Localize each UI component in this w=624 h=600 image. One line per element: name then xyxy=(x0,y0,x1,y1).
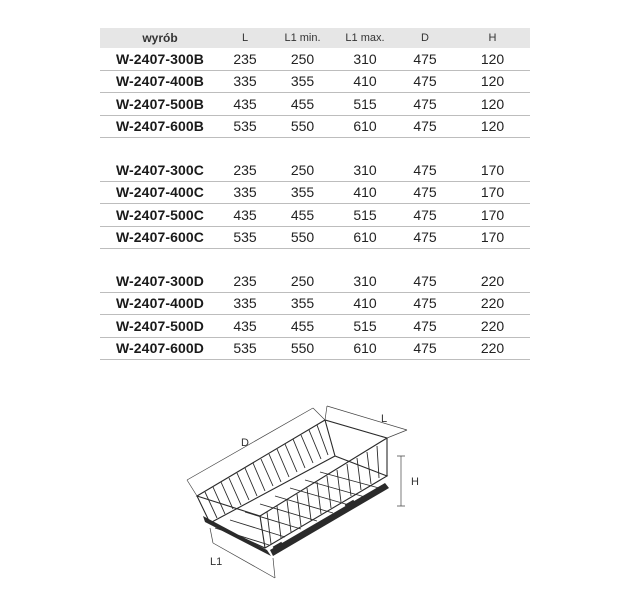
value-l1-min: 550 xyxy=(290,229,315,246)
value-l: 435 xyxy=(233,317,257,334)
dimension-l-label: L xyxy=(381,413,388,425)
value-l1-max: 515 xyxy=(353,317,377,334)
value-d: 475 xyxy=(413,206,437,223)
value-d: 475 xyxy=(413,340,437,357)
table-row xyxy=(100,338,530,361)
value-h: 170 xyxy=(480,184,505,201)
table-row xyxy=(100,315,530,338)
table-row xyxy=(100,270,530,293)
value-h: 220 xyxy=(480,340,505,357)
value-h: 170 xyxy=(480,161,505,178)
table-row xyxy=(100,182,530,205)
value-l1-min: 355 xyxy=(290,295,315,312)
product-code: W-2407-400B xyxy=(116,73,204,90)
product-code: W-2407-600D xyxy=(116,340,204,357)
table-header xyxy=(100,28,530,48)
value-l: 435 xyxy=(233,206,257,223)
value-h: 170 xyxy=(480,229,505,246)
value-l1-min: 355 xyxy=(290,73,315,90)
basket-wires xyxy=(205,425,379,545)
value-l1-min: 250 xyxy=(290,161,315,178)
basket-dimension-drawing xyxy=(175,398,445,583)
dimensions-table xyxy=(100,28,530,360)
value-h: 120 xyxy=(480,50,505,67)
value-l1-max: 310 xyxy=(353,50,377,67)
product-code: W-2407-500D xyxy=(116,317,204,334)
header-d: D xyxy=(421,32,429,44)
value-l1-max: 310 xyxy=(353,161,377,178)
dimension-h-label: H xyxy=(411,476,419,488)
value-l1-max: 610 xyxy=(353,118,377,135)
group-spacer xyxy=(100,249,530,270)
product-code: W-2407-600B xyxy=(116,118,204,135)
value-d: 475 xyxy=(413,161,437,178)
header-l: L xyxy=(241,32,249,44)
value-l1-min: 250 xyxy=(290,50,315,67)
value-h: 120 xyxy=(480,95,505,112)
value-l1-max: 515 xyxy=(353,95,377,112)
value-l1-max: 610 xyxy=(353,340,377,357)
product-code: W-2407-300B xyxy=(116,50,204,67)
value-d: 475 xyxy=(413,229,437,246)
dimension-d-label: D xyxy=(241,437,249,449)
header-l1-max: L1 max. xyxy=(345,32,385,44)
value-l1-min: 550 xyxy=(290,118,315,135)
product-code: W-2407-500B xyxy=(116,95,204,112)
value-l: 535 xyxy=(233,229,257,246)
value-l: 335 xyxy=(233,295,257,312)
value-h: 120 xyxy=(480,118,505,135)
value-l1-min: 455 xyxy=(290,95,315,112)
group-spacer xyxy=(100,138,530,159)
value-l: 335 xyxy=(233,184,257,201)
header-h: H xyxy=(488,32,497,44)
value-h: 120 xyxy=(480,73,505,90)
table-row xyxy=(100,227,530,250)
table-row xyxy=(100,93,530,116)
product-code: W-2407-600C xyxy=(116,229,204,246)
dimension-l1-label: L1 xyxy=(210,556,223,568)
value-l: 535 xyxy=(233,118,257,135)
value-l: 435 xyxy=(233,95,257,112)
table-row xyxy=(100,71,530,94)
product-code: W-2407-300C xyxy=(116,161,204,178)
value-l1-min: 550 xyxy=(290,340,315,357)
table-row xyxy=(100,116,530,139)
table-row xyxy=(100,204,530,227)
value-l1-max: 310 xyxy=(353,272,377,289)
value-d: 475 xyxy=(413,95,437,112)
value-l1-min: 455 xyxy=(290,317,315,334)
value-d: 475 xyxy=(413,50,437,67)
value-h: 220 xyxy=(480,295,505,312)
value-l1-max: 515 xyxy=(353,206,377,223)
value-l1-min: 455 xyxy=(290,206,315,223)
value-l: 335 xyxy=(233,73,257,90)
value-l1-min: 355 xyxy=(290,184,315,201)
table-row xyxy=(100,48,530,71)
product-code: W-2407-400C xyxy=(116,184,204,201)
value-d: 475 xyxy=(413,317,437,334)
value-l: 235 xyxy=(233,50,257,67)
value-h: 220 xyxy=(480,317,505,334)
value-l: 235 xyxy=(233,161,257,178)
wire-basket-illustration xyxy=(175,398,445,583)
value-l: 535 xyxy=(233,340,257,357)
value-l1-min: 250 xyxy=(290,272,315,289)
header-product: wyrób xyxy=(142,31,178,45)
value-d: 475 xyxy=(413,272,437,289)
table-row xyxy=(100,293,530,316)
value-d: 475 xyxy=(413,118,437,135)
value-l1-max: 410 xyxy=(353,73,377,90)
product-code: W-2407-300D xyxy=(116,272,204,289)
value-l: 235 xyxy=(233,272,257,289)
value-d: 475 xyxy=(413,73,437,90)
value-d: 475 xyxy=(413,184,437,201)
header-l1-min: L1 min. xyxy=(284,32,321,44)
product-code: W-2407-500C xyxy=(116,206,204,223)
table-row xyxy=(100,159,530,182)
product-code: W-2407-400D xyxy=(116,295,204,312)
value-d: 475 xyxy=(413,295,437,312)
value-l1-max: 610 xyxy=(353,229,377,246)
value-h: 170 xyxy=(480,206,505,223)
value-l1-max: 410 xyxy=(353,295,377,312)
value-h: 220 xyxy=(480,272,505,289)
value-l1-max: 410 xyxy=(353,184,377,201)
